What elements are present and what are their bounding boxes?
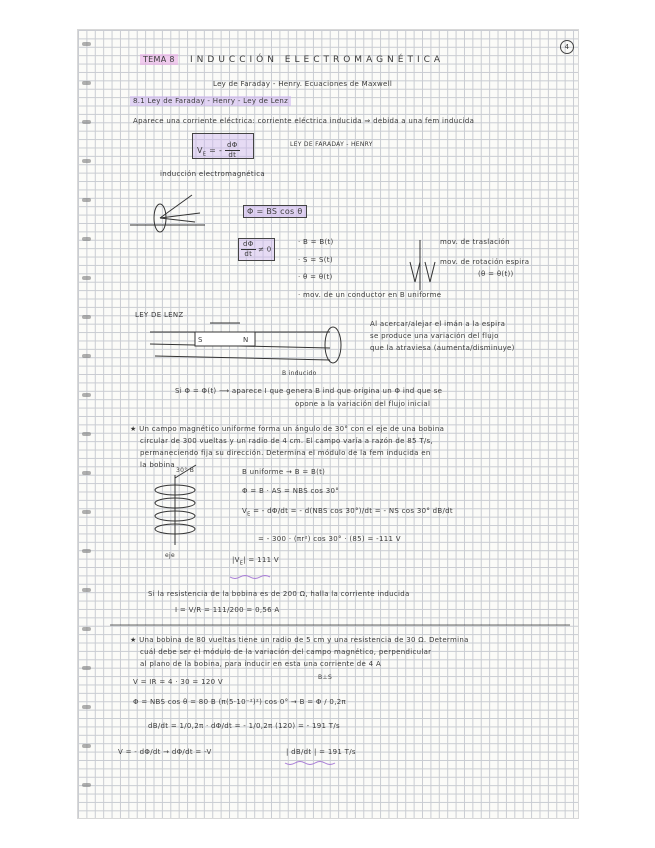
field-line-bottom (155, 356, 330, 360)
mov-rotacion: mov. de rotación espira (440, 258, 530, 266)
down-arrow-left (410, 262, 420, 282)
lenz-note-3: que la atraviesa (aumenta/disminuye) (370, 344, 515, 352)
ex2-line-1: V = IR = 4 · 30 = 120 V (133, 678, 223, 686)
magnet-s: S (198, 336, 203, 344)
ex1-axis-label: eje (165, 552, 175, 559)
condition-4: · mov. de un conductor en B uniforme (298, 291, 442, 299)
dphi-box: $\frac{d\Phi}{dt}$ ≠ 0 (238, 238, 275, 261)
ex2-bys: B⊥S (318, 674, 333, 681)
condition-1: · B = B(t) (298, 238, 334, 246)
ex2-line-4: V = - dΦ/dt → dΦ/dt = -V (118, 748, 212, 756)
page-title: INDUCCIÓN ELECTROMAGNÉTICA (190, 55, 445, 65)
flux-formula: Φ = BS cos θ (243, 207, 307, 216)
coil-loop (325, 327, 341, 363)
down-arrow-right (425, 262, 435, 282)
ex1-angle-label: 30° B (176, 467, 195, 474)
ex1-question: Si la resistencia de la bobina es de 200 Ω, halla la corriente inducida (148, 590, 410, 598)
ex1-line-3: $V_E$ = - dΦ/dt = - d(NBS cos 30°)/dt = - NS cos 30° dB/dt (242, 507, 453, 518)
ex1-result: $|V_E| = 111$ V (232, 556, 279, 567)
lenz-rule-1: Si Φ = Φ(t) ⟶ aparece I que genera B ind que origina un Φ ind que se (175, 387, 443, 395)
faraday-formula: $V_E$ = - $\frac{d\Phi}{dt}$ (197, 141, 238, 159)
subtitle: Ley de Faraday - Henry. Ecuaciones de Maxwell (213, 80, 393, 88)
page-number: 4 (560, 40, 574, 54)
result-underline-2 (285, 762, 335, 765)
intro-text: Aparece una corriente eléctrica: corriente eléctrica inducida ⇒ debida a una fem inducida (133, 117, 475, 125)
ex2-line-3: dB/dt = 1/0,2π · dΦ/dt = - 1/0,2π (120) = - 191 T/s (148, 722, 340, 730)
b-induced-label: B inducido (282, 370, 317, 377)
ex2-statement-1: ★ Una bobina de 80 vueltas tiene un radio de 5 cm y una resistencia de 30 Ω. Determina (130, 636, 469, 644)
field-arrow-3 (160, 218, 195, 222)
theta-t: (θ = θ(t)) (478, 270, 514, 278)
ex1-line-2: Φ = B · AS = NBS cos 30° (242, 487, 340, 495)
magnet-n: N (243, 336, 249, 344)
ex2-line-2: Φ = NBS cos θ = 80 B (π(5·10⁻²)²) cos 0° → B = Φ / 0,2π (133, 698, 346, 706)
ex2-statement-3: al plano de la bobina, para inducir en esta una corriente de 4 A (140, 660, 382, 668)
condition-3: · θ = θ(t) (298, 273, 333, 281)
tema-label: TEMA 8 (140, 55, 178, 64)
ex1-line-4: = - 300 · (πr²) cos 30° · (85) = -111 V (258, 535, 401, 543)
lenz-label: LEY DE LENZ (135, 311, 184, 319)
ex1-line-1: B uniforme → B = B(t) (242, 468, 326, 476)
ex1-statement-2: circular de 300 vueltas y un radio de 4 cm. El campo varía a razón de 85 T/s, (140, 437, 434, 445)
induccion-label: inducción electromagnética (160, 170, 265, 178)
ex2-statement-2: cuál debe ser el módulo de la variación del campo magnético, perpendicular (140, 648, 432, 656)
ex1-statement-3: permaneciendo fija su dirección. Determina el módulo de la fem inducida en (140, 449, 431, 457)
lenz-rule-2: opone a la variación del flujo inicial (295, 400, 431, 408)
ex1-current: I = V/R = 111/200 = 0,56 A (175, 606, 280, 614)
lenz-note-1: Al acercar/alejar el imán a la espira (370, 320, 506, 328)
formula-name: LEY DE FARADAY - HENRY (290, 141, 373, 148)
condition-2: · S = S(t) (298, 256, 333, 264)
ex1-statement-1: ★ Un campo magnético uniforme forma un ángulo de 30° con el eje de una bobina (130, 425, 445, 433)
mov-traslacion: mov. de traslación (440, 238, 510, 246)
ex1-statement-4: la bobina (140, 461, 175, 469)
ex2-result: | dB/dt | = 191 T/s (286, 748, 356, 756)
result-underline-1 (230, 576, 270, 579)
lenz-note-2: se produce una variación del flujo (370, 332, 499, 340)
section-heading: 8.1 Ley de Faraday - Henry - Ley de Lenz (130, 97, 291, 105)
